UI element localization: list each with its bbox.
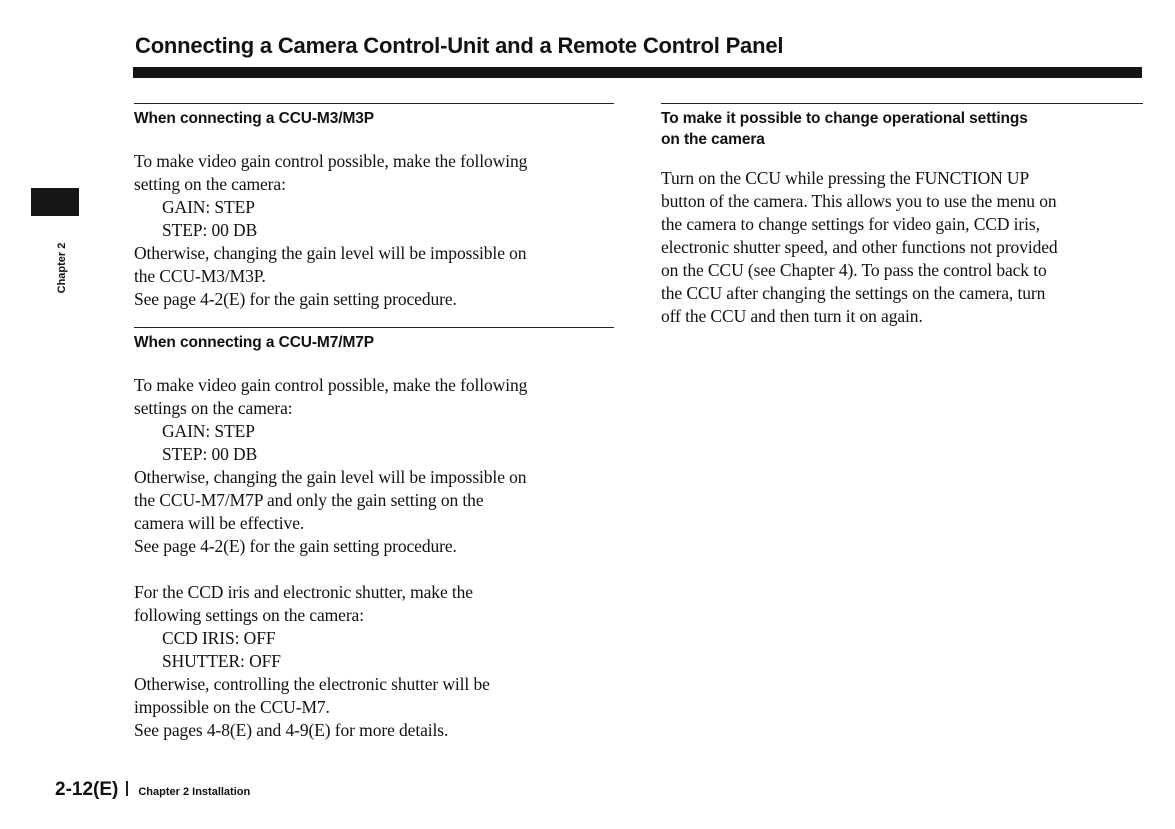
body-line: To make video gain control possible, make the following — [134, 151, 528, 171]
body-line: on the CCU (see Chapter 4). To pass the control back to — [661, 260, 1047, 280]
section-heading: When connecting a CCU-M7/M7P — [134, 334, 375, 351]
page-reference: See page 4-2(E) for the gain setting procedure. — [134, 289, 457, 309]
section-rule — [134, 327, 614, 328]
page-title: Connecting a Camera Control-Unit and a Remote Control Panel — [135, 33, 784, 58]
section-body — [134, 150, 614, 311]
page-reference: See pages 4-8(E) and 4-9(E) for more details. — [134, 720, 449, 740]
page-footer — [55, 779, 250, 801]
setting-gain: GAIN: STEP — [162, 197, 255, 217]
section-rule — [661, 103, 1143, 104]
section-heading: When connecting a CCU-M3/M3P — [134, 110, 375, 127]
body-line: impossible on the CCU-M7. — [134, 697, 330, 717]
section-operational-settings — [661, 103, 1143, 328]
body-line: off the CCU and then turn it on again. — [661, 306, 923, 326]
footer-separator — [126, 781, 128, 796]
footer-page-number: 2-12(E) — [55, 779, 119, 800]
section-heading-line: on the camera — [661, 131, 765, 148]
setting-shutter: SHUTTER: OFF — [162, 651, 281, 671]
body-line: the camera to change settings for video gain, CCD iris, — [661, 214, 1040, 234]
setting-step: STEP: 00 DB — [162, 220, 258, 240]
setting-ccd-iris: CCD IRIS: OFF — [162, 628, 276, 648]
body-line: the CCU-M7/M7P and only the gain setting on the — [134, 490, 484, 510]
section-ccu-m3 — [134, 103, 614, 311]
body-line: Otherwise, controlling the electronic shutter will be — [134, 674, 490, 694]
body-line: the CCU-M3/M3P. — [134, 266, 266, 286]
body-line: Otherwise, changing the gain level will be impossible on — [134, 243, 527, 263]
body-line: Otherwise, changing the gain level will be impossible on — [134, 467, 527, 487]
body-line: For the CCD iris and electronic shutter, make the — [134, 582, 473, 602]
setting-step: STEP: 00 DB — [162, 444, 258, 464]
section-body — [661, 167, 1143, 328]
section-heading — [661, 108, 1143, 150]
page-reference: See page 4-2(E) for the gain setting procedure. — [134, 536, 457, 556]
title-rule-bar — [133, 67, 1142, 78]
body-line: To make video gain control possible, make the following — [134, 375, 528, 395]
section-body — [134, 374, 614, 742]
section-rule — [134, 103, 614, 104]
body-line: the CCU after changing the settings on the camera, turn — [661, 283, 1046, 303]
section-ccu-m7 — [134, 327, 614, 742]
chapter-tab-marker — [31, 188, 79, 216]
body-line: camera will be effective. — [134, 513, 305, 533]
body-line: Turn on the CCU while pressing the FUNCTION UP — [661, 168, 1030, 188]
paragraph-gap — [134, 558, 614, 581]
body-line: setting on the camera: — [134, 174, 286, 194]
body-line: following settings on the camera: — [134, 605, 364, 625]
footer-chapter-label: Chapter 2 Installation — [138, 786, 251, 798]
chapter-side-label: Chapter 2 — [56, 242, 68, 294]
section-heading-line: To make it possible to change operational settings — [661, 110, 1028, 127]
body-line: electronic shutter speed, and other functions not provided — [661, 237, 1058, 257]
body-line: button of the camera. This allows you to use the menu on — [661, 191, 1057, 211]
setting-gain: GAIN: STEP — [162, 421, 255, 441]
body-line: settings on the camera: — [134, 398, 293, 418]
